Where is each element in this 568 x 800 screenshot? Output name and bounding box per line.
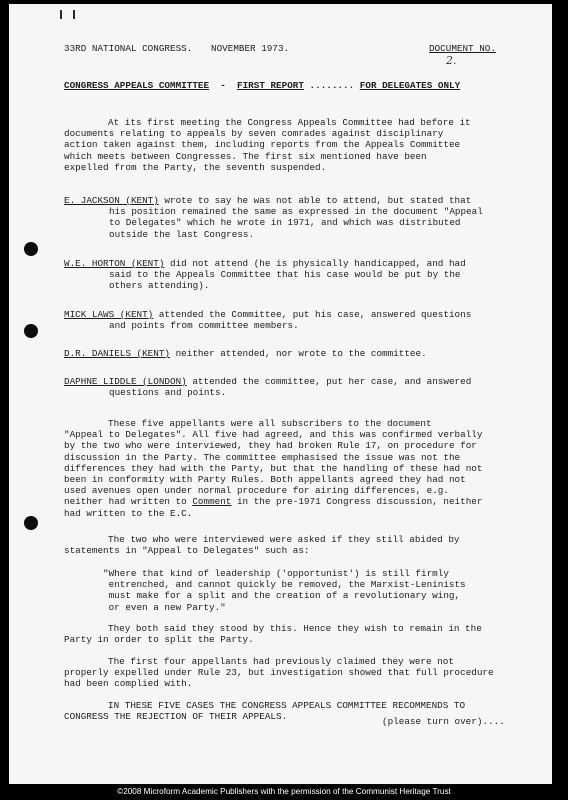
paragraph-text: in the pre-1971 Congress discussion, neither had written to the E.C. <box>64 496 483 519</box>
punch-hole <box>24 242 38 256</box>
appellants-paragraph <box>64 418 482 519</box>
appellant-text: attended the Committee, put his case, answered questions <box>153 309 472 320</box>
rule-paragraph: The first four appellants had previously claimed they were not properly expelled under Rule 23, but investigation showed that full procedure had been complied with. <box>64 656 494 690</box>
appellant-text: did not attend (he is physically handicapped, and had <box>164 258 466 269</box>
recommendation: IN THESE FIVE CASES THE CONGRESS APPEALS COMMITTEE RECOMMENDS TO CONGRESS THE REJECTION OF THEIR APPEALS. <box>64 700 466 723</box>
appellant-name: D.R. DANIELS (KENT) <box>64 348 171 359</box>
audience-label: FOR DELEGATES ONLY <box>359 80 461 91</box>
appellant-name: E. JACKSON (KENT) <box>64 195 159 206</box>
committee-title: CONGRESS APPEALS COMMITTEE <box>64 80 210 91</box>
title-dots: ........ <box>309 80 355 91</box>
document-number-label: DOCUMENT NO. <box>429 43 496 54</box>
appellant-text: wrote to say he was not able to attend, but stated that <box>158 195 472 206</box>
appellant-text-continued: said to the Appeals Committee that his case would be put by the others attending). <box>109 269 461 292</box>
paragraph-text: These five appellants were all subscribers to the document "Appeal to Delegates". All five had agreed, and this was confirmed verbally by the two who were interviewed, they had broken Rule 17, on procedure for discussion in the Party. The committee emphasised the issue was not the differences they had with the Party, but that the handling of these had not been in conformity with Party Rules. Both appellants agreed they had not used avenues open under normal procedure for airing differences, e.g. neither had written to <box>64 418 483 508</box>
intro-paragraph: At its first meeting the Congress Appeals Committee had before it documents relating to appeals by seven comrades against disciplinary action taken against them, including reports from the Appeals Committee which meets between Congresses. The first six mentioned have been expelled from the Party, the seventh suspended. <box>64 117 471 173</box>
appellant-name: DAPHNE LIDDLE (LONDON) <box>64 376 187 387</box>
appellant-name: W.E. HORTON (KENT) <box>64 258 165 269</box>
appellant-entry <box>64 376 471 387</box>
interview-paragraph: The two who were interviewed were asked if they still abided by statements in "Appeal to Delegates" such as: <box>64 534 460 557</box>
registration-mark <box>73 10 75 19</box>
split-paragraph: They both said they stood by this. Hence they wish to remain in the Party in order to split the Party. <box>64 623 482 646</box>
appellant-entry <box>64 348 427 359</box>
appellant-text-continued: questions and points. <box>109 387 227 399</box>
comment-publication: Comment <box>192 496 232 508</box>
appellant-text-continued: his position remained the same as expressed in the document "Appeal to Delegates" which he wrote in 1971, and which was distributed outside the last Congress. <box>109 206 483 240</box>
report-title <box>64 80 460 91</box>
turn-over-note: (please turn over).... <box>382 716 505 727</box>
registration-mark <box>60 10 62 19</box>
copyright-footer: ©2008 Microform Academic Publishers with the permission of the Communist Heritage Trust <box>117 787 451 796</box>
quoted-statement: "Where that kind of leadership ('opportunist') is still firmly entrenched, and cannot quickly be removed, the Marxist-Leninists must make for a split and the creation of a revolutionary wing, or even a new Party." <box>103 568 466 613</box>
punch-hole <box>24 324 38 338</box>
date-header: NOVEMBER 1973. <box>211 43 290 54</box>
appellant-text-continued: and points from committee members. <box>109 320 299 332</box>
congress-header: 33RD NATIONAL CONGRESS. <box>64 43 193 54</box>
appellant-entry <box>64 195 471 206</box>
appellant-name: MICK LAWS (KENT) <box>64 309 154 320</box>
appellant-text: neither attended, nor wrote to the committee. <box>170 348 427 359</box>
title-dash: - <box>220 80 226 91</box>
appellant-entry <box>64 258 466 269</box>
punch-hole <box>24 516 38 530</box>
appellant-text: attended the committee, put her case, and answered <box>186 376 472 387</box>
appellant-entry <box>64 309 471 320</box>
document-number: 2. <box>446 54 457 67</box>
report-subtitle: FIRST REPORT <box>237 80 304 91</box>
